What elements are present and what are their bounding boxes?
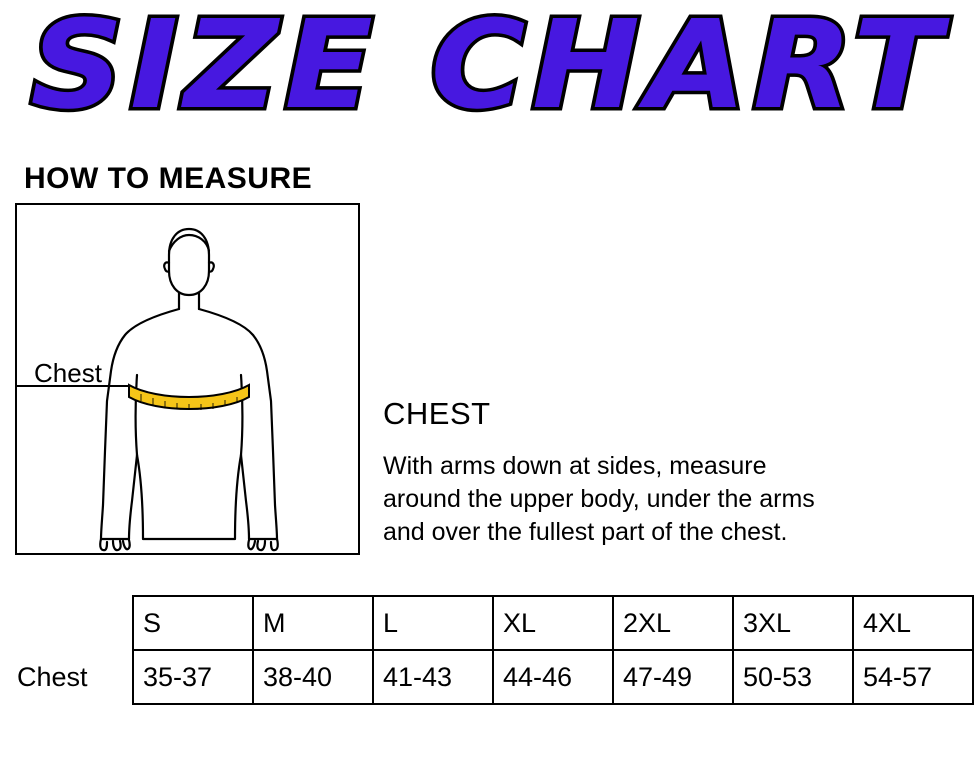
chest-value-2xl: 47-49	[613, 650, 733, 704]
table-row-chest	[13, 650, 973, 704]
chest-value-xl: 44-46	[493, 650, 613, 704]
size-header-2xl: 2XL	[613, 596, 733, 650]
page-title: SIZE CHART	[30, 0, 948, 136]
size-header-s: S	[133, 596, 253, 650]
chest-value-s: 35-37	[133, 650, 253, 704]
how-to-measure-heading: HOW TO MEASURE	[24, 162, 313, 195]
chest-value-m: 38-40	[253, 650, 373, 704]
size-header-3xl: 3XL	[733, 596, 853, 650]
description-line-3: and over the fullest part of the chest.	[383, 518, 788, 546]
description-line-1: With arms down at sides, measure	[383, 452, 767, 480]
description-line-2: around the upper body, under the arms	[383, 485, 815, 513]
size-header-xl: XL	[493, 596, 613, 650]
table-row-sizes	[13, 596, 973, 650]
table-corner-blank	[13, 596, 133, 650]
size-table	[13, 595, 974, 705]
chest-value-l: 41-43	[373, 650, 493, 704]
chest-value-3xl: 50-53	[733, 650, 853, 704]
description-heading: CHEST	[383, 396, 491, 431]
chest-value-4xl: 54-57	[853, 650, 973, 704]
description-body	[383, 450, 973, 549]
chest-tape	[129, 385, 249, 410]
size-header-m: M	[253, 596, 373, 650]
table-row-label-chest: Chest	[17, 661, 88, 692]
page-title-banner	[0, 0, 978, 140]
chest-callout-label: Chest	[34, 358, 102, 388]
size-header-4xl: 4XL	[853, 596, 973, 650]
size-header-l: L	[373, 596, 493, 650]
